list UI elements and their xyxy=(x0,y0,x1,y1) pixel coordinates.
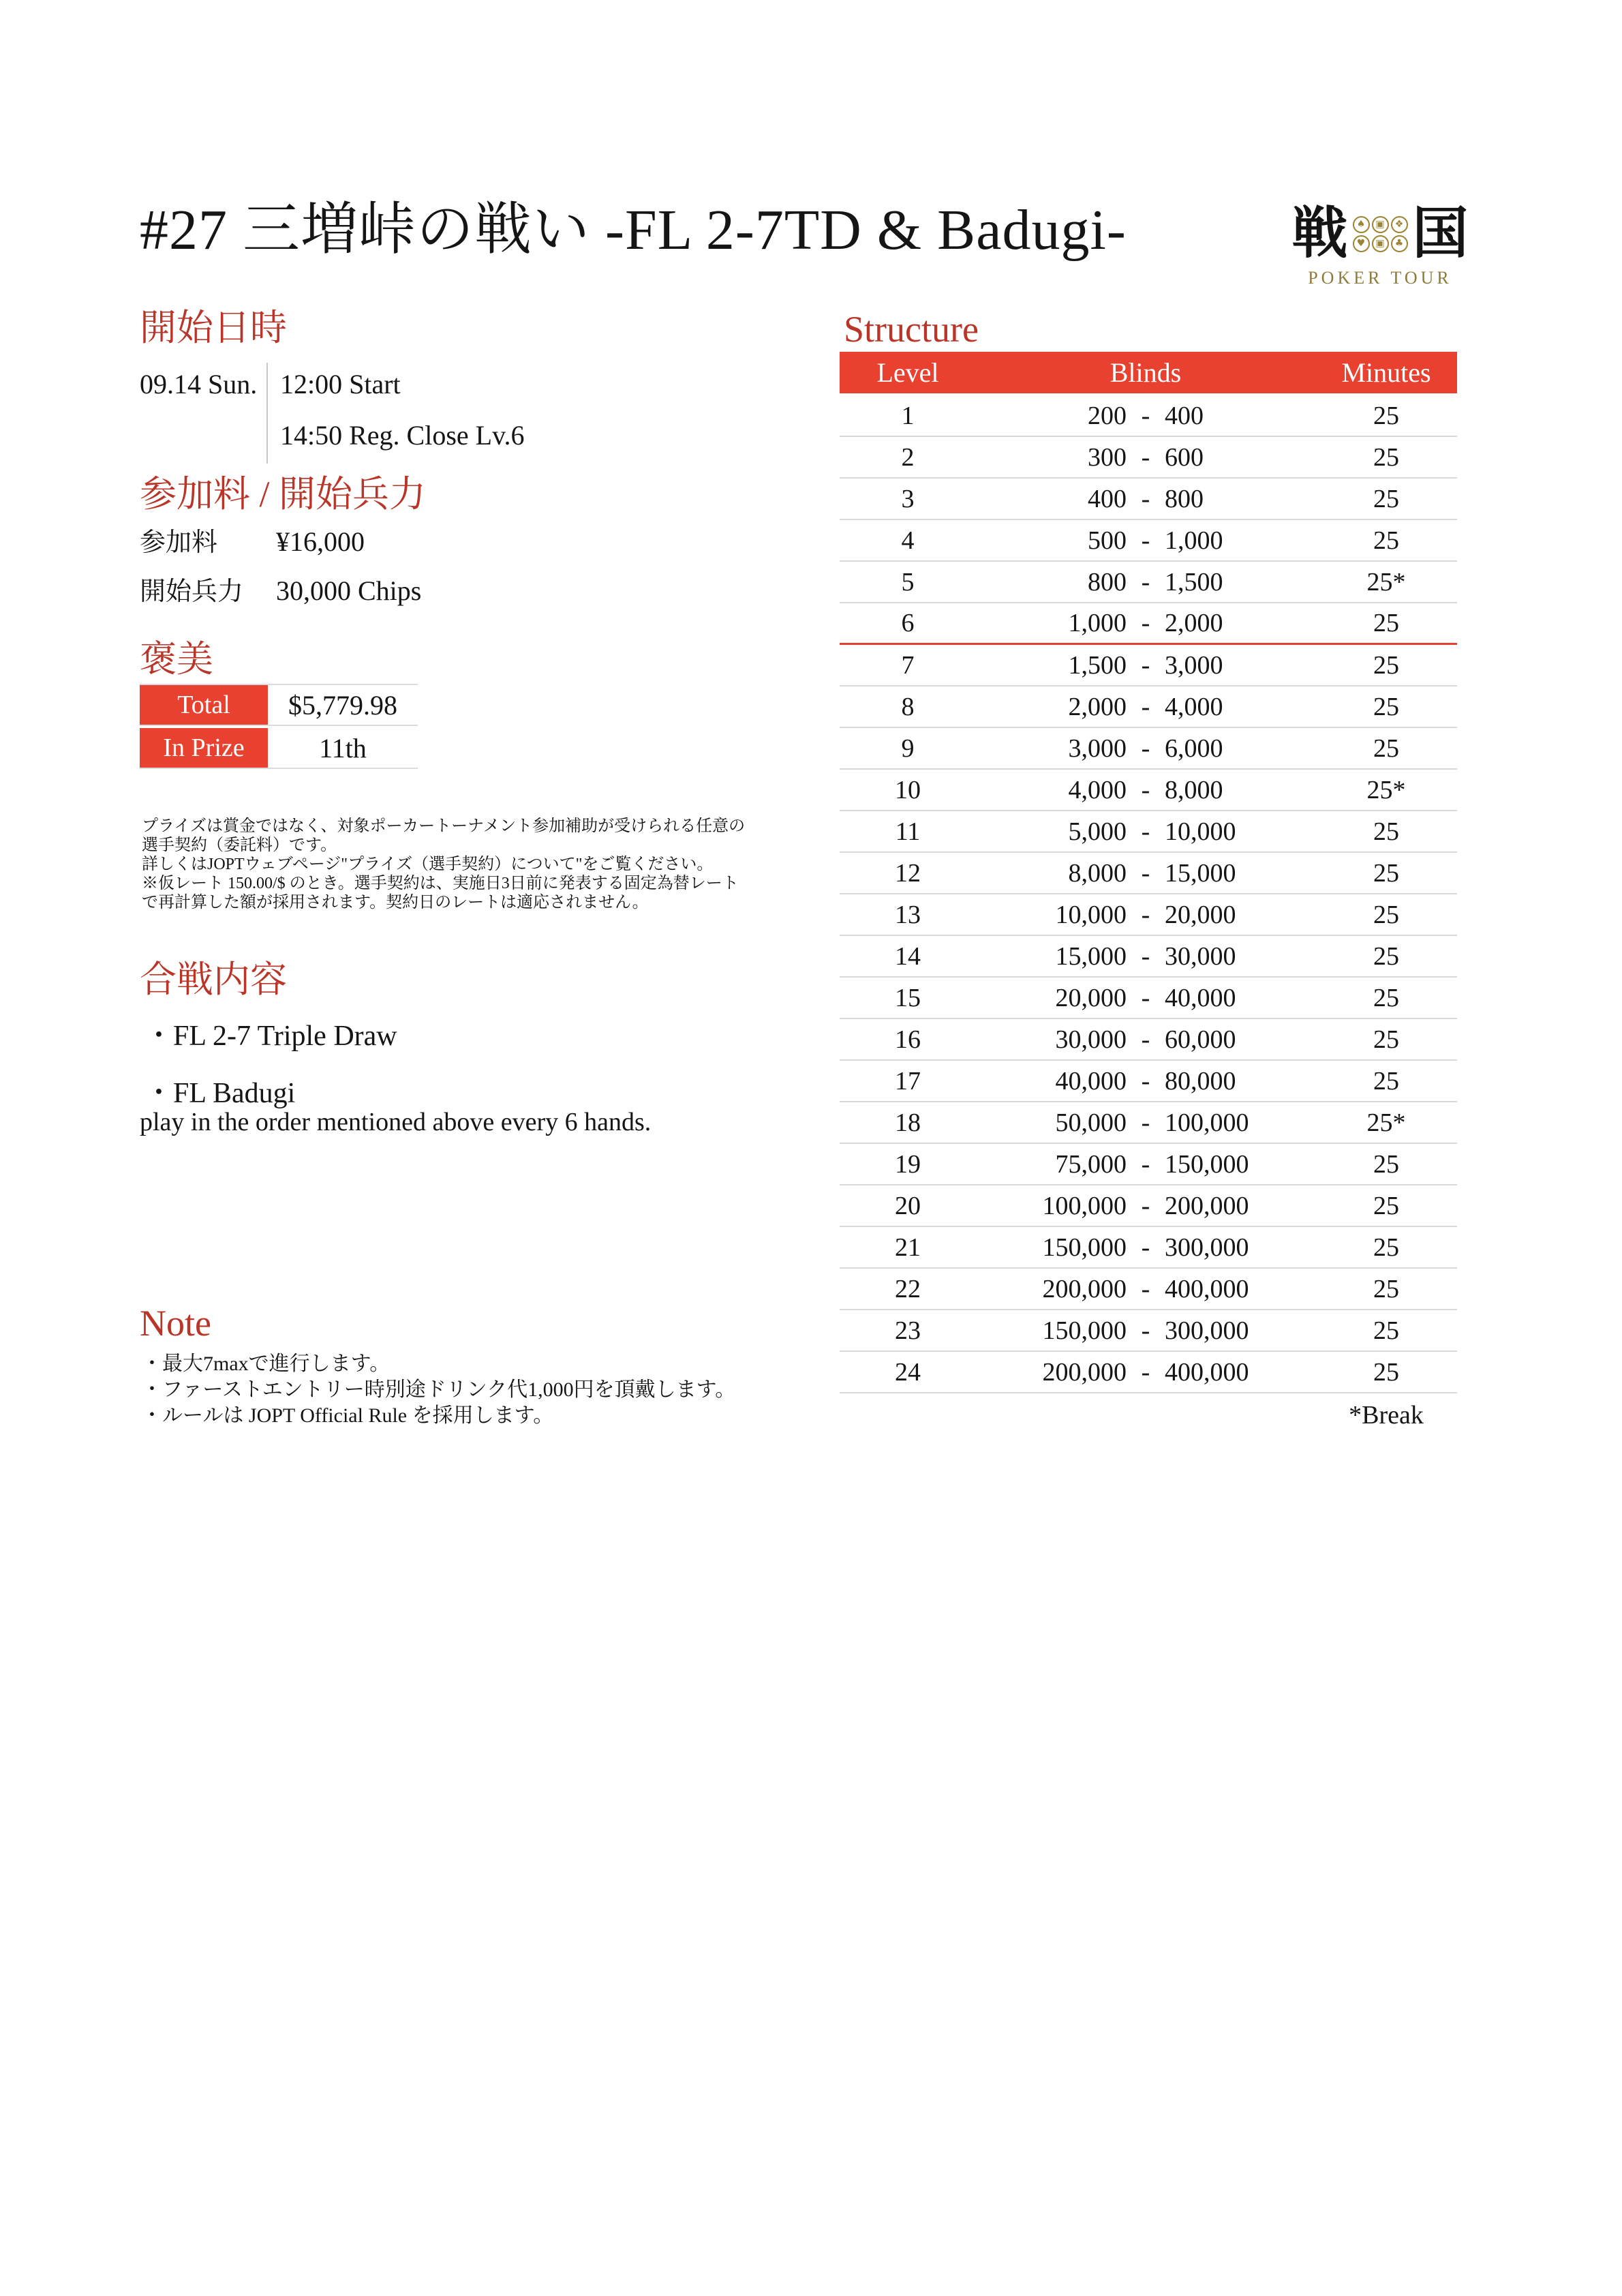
big-blind-value: 60,000 xyxy=(1165,1025,1236,1054)
blinds-dash: - xyxy=(1141,734,1150,763)
prize-row xyxy=(140,685,418,726)
minutes-cell: 25 xyxy=(1373,1066,1399,1096)
structure-level-row xyxy=(840,1269,1457,1310)
small-blind-value: 200,000 xyxy=(1042,1274,1127,1303)
structure-level-row xyxy=(840,894,1457,936)
suit-icon: ♥ xyxy=(1353,235,1370,252)
blinds-dash: - xyxy=(1141,650,1150,680)
entry-value: 30,000 Chips xyxy=(276,575,422,606)
structure-level-row xyxy=(840,1019,1457,1061)
big-blind-value: 30,000 xyxy=(1165,941,1236,971)
small-blind-value: 8,000 xyxy=(1068,858,1127,888)
minutes-cell: 25 xyxy=(1373,484,1399,513)
level-cell: 19 xyxy=(895,1149,921,1179)
schedule-heading: 開始日時 xyxy=(140,307,287,348)
entry-row xyxy=(140,521,421,570)
level-cell: 3 xyxy=(901,484,915,513)
break-footnote: *Break xyxy=(1349,1401,1424,1430)
big-blind-value: 100,000 xyxy=(1165,1108,1249,1137)
blinds-cell xyxy=(976,775,1315,805)
big-blind-value: 300,000 xyxy=(1165,1233,1249,1262)
blinds-cell xyxy=(976,442,1315,472)
blinds-cell xyxy=(976,1357,1315,1387)
big-blind-value: 6,000 xyxy=(1165,734,1223,763)
blinds-dash: - xyxy=(1141,775,1150,804)
structure-header-row xyxy=(840,352,1457,393)
blinds-cell xyxy=(976,526,1315,556)
big-blind-value: 40,000 xyxy=(1165,983,1236,1012)
small-blind-value: 40,000 xyxy=(1055,1066,1127,1096)
structure-level-row xyxy=(840,395,1457,437)
blinds-dash: - xyxy=(1141,1316,1150,1345)
minutes-cell: 25 xyxy=(1373,692,1399,721)
structure-level-row xyxy=(840,978,1457,1019)
blinds-column-header: Blinds xyxy=(1110,357,1182,388)
level-cell: 21 xyxy=(895,1233,921,1262)
level-cell: 18 xyxy=(895,1108,921,1137)
big-blind-value: 1,500 xyxy=(1165,567,1223,596)
blinds-cell xyxy=(976,941,1315,971)
big-blind-value: 400 xyxy=(1165,401,1204,430)
level-cell: 20 xyxy=(895,1191,921,1220)
logo-kanji-row xyxy=(1291,202,1469,265)
card-suit-coin-icons xyxy=(1353,216,1408,252)
content-item: ・FL Badugi xyxy=(144,1078,296,1109)
entry-label: 開始兵力 xyxy=(140,577,244,606)
small-blind-value: 30,000 xyxy=(1055,1025,1127,1054)
blinds-dash: - xyxy=(1141,858,1150,888)
small-blind-value: 200,000 xyxy=(1042,1357,1127,1387)
blinds-dash: - xyxy=(1141,484,1150,513)
blinds-dash: - xyxy=(1141,1357,1150,1387)
structure-level-row xyxy=(840,520,1457,562)
small-blind-value: 150,000 xyxy=(1042,1233,1127,1262)
blinds-cell xyxy=(976,608,1315,638)
suit-icon: ❖ xyxy=(1391,216,1408,233)
blinds-cell xyxy=(976,567,1315,597)
prize-disclaimer-line: 詳しくはJOPTウェブページ"プライズ（選手契約）について"をご覧ください。 xyxy=(142,856,714,873)
page-title: #27 三増峠の戦い -FL 2-7TD & Badugi- xyxy=(140,198,1127,262)
schedule-start-time: 12:00 Start xyxy=(280,369,401,399)
blinds-cell xyxy=(976,817,1315,847)
small-blind-value: 5,000 xyxy=(1068,817,1127,846)
entry-label: 参加料 xyxy=(140,528,218,557)
blinds-cell xyxy=(976,1316,1315,1346)
blinds-cell xyxy=(976,692,1315,722)
content-note: play in the order mentioned above every 6 hands. xyxy=(140,1108,652,1136)
blinds-cell xyxy=(976,1149,1315,1179)
small-blind-value: 300 xyxy=(1088,442,1127,472)
schedule-date: 09.14 Sun. xyxy=(140,369,258,399)
structure-level-row xyxy=(840,728,1457,770)
level-cell: 1 xyxy=(901,401,915,430)
blinds-cell xyxy=(976,858,1315,888)
suit-icon: ▣ xyxy=(1372,216,1389,233)
prize-label-cell: In Prize xyxy=(140,728,268,768)
blinds-dash: - xyxy=(1141,401,1150,430)
big-blind-value: 400,000 xyxy=(1165,1274,1249,1303)
minutes-cell: 25 xyxy=(1373,1316,1399,1345)
small-blind-value: 75,000 xyxy=(1055,1149,1127,1179)
small-blind-value: 1,500 xyxy=(1068,650,1127,680)
blinds-dash: - xyxy=(1141,817,1150,846)
level-cell: 13 xyxy=(895,900,921,929)
note-items xyxy=(142,1351,735,1429)
prize-heading: 褒美 xyxy=(140,639,213,680)
level-cell: 9 xyxy=(901,734,915,763)
minutes-cell: 25 xyxy=(1373,1191,1399,1220)
blinds-dash: - xyxy=(1141,1149,1150,1179)
structure-level-row xyxy=(840,1102,1457,1144)
big-blind-value: 600 xyxy=(1165,442,1204,472)
big-blind-value: 3,000 xyxy=(1165,650,1223,680)
small-blind-value: 200 xyxy=(1088,401,1127,430)
level-cell: 12 xyxy=(895,858,921,888)
blinds-dash: - xyxy=(1141,1108,1150,1137)
blinds-cell xyxy=(976,484,1315,514)
prize-disclaimer xyxy=(142,817,745,912)
prize-disclaimer-line: で再計算した額が採用されます。契約日のレートは適応されません。 xyxy=(142,894,649,911)
prize-value-cell: 11th xyxy=(319,732,367,764)
blinds-cell xyxy=(976,1274,1315,1304)
big-blind-value: 4,000 xyxy=(1165,692,1223,721)
structure-level-row xyxy=(840,686,1457,728)
minutes-cell: 25 xyxy=(1373,650,1399,680)
blinds-cell xyxy=(976,1233,1315,1263)
blinds-dash: - xyxy=(1141,1274,1150,1303)
minutes-cell: 25 xyxy=(1373,401,1399,430)
blinds-dash: - xyxy=(1141,609,1150,637)
minutes-cell: 25 xyxy=(1373,442,1399,472)
structure-level-row xyxy=(840,437,1457,479)
big-blind-value: 400,000 xyxy=(1165,1357,1249,1387)
level-cell: 7 xyxy=(901,650,915,680)
note-heading: Note xyxy=(140,1303,211,1344)
structure-level-row xyxy=(840,1061,1457,1102)
structure-level-row xyxy=(840,1227,1457,1269)
content-heading: 合戦内容 xyxy=(140,959,287,1000)
blinds-dash: - xyxy=(1141,1066,1150,1096)
structure-level-row xyxy=(840,562,1457,603)
minutes-cell: 25 xyxy=(1373,1274,1399,1303)
minutes-cell: 25 xyxy=(1373,983,1399,1012)
level-cell: 23 xyxy=(895,1316,921,1345)
structure-table xyxy=(840,352,1457,1393)
poker-tour-wordmark: POKER TOUR xyxy=(1308,268,1452,288)
blinds-dash: - xyxy=(1141,442,1150,472)
structure-level-row xyxy=(840,853,1457,894)
level-cell: 2 xyxy=(901,442,915,472)
blinds-cell xyxy=(976,900,1315,930)
schedule-divider xyxy=(266,363,268,464)
blinds-cell xyxy=(976,1025,1315,1055)
entry-block xyxy=(140,521,421,619)
entry-row xyxy=(140,570,421,619)
blinds-dash: - xyxy=(1141,692,1150,721)
level-cell: 11 xyxy=(895,817,921,846)
big-blind-value: 1,000 xyxy=(1165,526,1223,555)
level-cell: 6 xyxy=(901,609,915,637)
entry-heading: 参加料 / 開始兵力 xyxy=(140,474,427,515)
big-blind-value: 20,000 xyxy=(1165,900,1236,929)
structure-level-row xyxy=(840,1310,1457,1352)
level-cell: 5 xyxy=(901,567,915,596)
minutes-cell: 25 xyxy=(1373,526,1399,555)
minutes-cell: 25 xyxy=(1373,858,1399,888)
small-blind-value: 150,000 xyxy=(1042,1316,1127,1345)
minutes-cell: 25 xyxy=(1373,1357,1399,1387)
blinds-dash: - xyxy=(1141,1233,1150,1262)
blinds-dash: - xyxy=(1141,567,1150,596)
note-item: ・ルールは JOPT Official Rule を採用します。 xyxy=(142,1404,554,1427)
level-cell: 14 xyxy=(895,941,921,971)
schedule-reg-close-time: 14:50 Reg. Close Lv.6 xyxy=(280,420,525,451)
schedule-block xyxy=(140,363,525,464)
big-blind-value: 150,000 xyxy=(1165,1149,1249,1179)
minutes-cell: 25 xyxy=(1373,734,1399,763)
minutes-cell: 25 xyxy=(1373,941,1399,971)
big-blind-value: 80,000 xyxy=(1165,1066,1236,1096)
blinds-cell xyxy=(976,983,1315,1013)
small-blind-value: 800 xyxy=(1088,567,1127,596)
entry-value: ¥16,000 xyxy=(276,526,365,557)
small-blind-value: 2,000 xyxy=(1068,692,1127,721)
blinds-cell xyxy=(976,650,1315,680)
prize-table xyxy=(140,684,418,769)
small-blind-value: 500 xyxy=(1088,526,1127,555)
level-cell: 10 xyxy=(895,775,921,804)
big-blind-value: 15,000 xyxy=(1165,858,1236,888)
blinds-dash: - xyxy=(1141,1191,1150,1220)
minutes-cell: 25 xyxy=(1373,1233,1399,1262)
level-cell: 16 xyxy=(895,1025,921,1054)
prize-disclaimer-line: プライズは賞金ではなく、対象ポーカートーナメント参加補助が受けられる任意の xyxy=(142,817,746,835)
minutes-cell: 25* xyxy=(1366,775,1406,804)
level-cell: 8 xyxy=(901,692,915,721)
small-blind-value: 10,000 xyxy=(1055,900,1127,929)
level-column-header: Level xyxy=(876,357,939,388)
minutes-column-header: Minutes xyxy=(1341,357,1431,388)
blinds-dash: - xyxy=(1141,526,1150,555)
small-blind-value: 400 xyxy=(1088,484,1127,513)
blinds-cell xyxy=(976,1066,1315,1096)
minutes-cell: 25 xyxy=(1373,900,1399,929)
blinds-dash: - xyxy=(1141,941,1150,971)
small-blind-value: 1,000 xyxy=(1068,609,1127,637)
structure-level-row xyxy=(840,645,1457,686)
level-cell: 24 xyxy=(895,1357,921,1387)
blinds-dash: - xyxy=(1141,900,1150,929)
structure-level-row xyxy=(840,479,1457,520)
minutes-cell: 25* xyxy=(1366,1108,1406,1137)
structure-level-row xyxy=(840,603,1457,645)
blinds-dash: - xyxy=(1141,1025,1150,1054)
note-item: ・ファーストエントリー時別途ドリンク代1,000円を頂戴します。 xyxy=(142,1378,736,1401)
big-blind-value: 10,000 xyxy=(1165,817,1236,846)
small-blind-value: 20,000 xyxy=(1055,983,1127,1012)
small-blind-value: 3,000 xyxy=(1068,734,1127,763)
blinds-dash: - xyxy=(1141,983,1150,1012)
level-cell: 22 xyxy=(895,1274,921,1303)
structure-level-row xyxy=(840,1185,1457,1227)
big-blind-value: 800 xyxy=(1165,484,1204,513)
minutes-cell: 25* xyxy=(1366,567,1406,596)
level-cell: 17 xyxy=(895,1066,921,1096)
suit-icon: ▣ xyxy=(1372,235,1389,252)
big-blind-value: 300,000 xyxy=(1165,1316,1249,1345)
prize-row xyxy=(140,728,418,769)
content-item: ・FL 2-7 Triple Draw xyxy=(144,1021,397,1052)
structure-heading: Structure xyxy=(844,309,979,350)
minutes-cell: 25 xyxy=(1373,609,1399,637)
structure-level-row xyxy=(840,1144,1457,1185)
minutes-cell: 25 xyxy=(1373,1149,1399,1179)
schedule-times xyxy=(280,363,525,464)
structure-level-row xyxy=(840,770,1457,811)
note-item: ・最大7maxで進行します。 xyxy=(142,1353,391,1375)
structure-level-row xyxy=(840,1352,1457,1393)
blinds-cell xyxy=(976,1191,1315,1221)
structure-level-row xyxy=(840,811,1457,853)
suit-icon: ♣ xyxy=(1391,235,1408,252)
small-blind-value: 50,000 xyxy=(1055,1108,1127,1137)
structure-body xyxy=(840,395,1457,1393)
logo-kanji-right: 国 xyxy=(1412,202,1469,265)
prize-label-cell: Total xyxy=(140,685,268,725)
blinds-cell xyxy=(976,1108,1315,1138)
minutes-cell: 25 xyxy=(1373,817,1399,846)
level-cell: 4 xyxy=(901,526,915,555)
prize-disclaimer-line: 選手契約（委託料）です。 xyxy=(142,836,337,854)
suit-icon: ♠ xyxy=(1353,216,1370,233)
prize-disclaimer-line: ※仮レート 150.00/$ のとき。選手契約は、実施日3日前に発表する固定為替レート xyxy=(142,875,739,892)
sengoku-poker-tour-logo xyxy=(1291,202,1469,288)
blinds-cell xyxy=(976,734,1315,764)
big-blind-value: 2,000 xyxy=(1165,609,1223,637)
structure-level-row xyxy=(840,936,1457,978)
big-blind-value: 200,000 xyxy=(1165,1191,1249,1220)
small-blind-value: 4,000 xyxy=(1068,775,1127,804)
minutes-cell: 25 xyxy=(1373,1025,1399,1054)
big-blind-value: 8,000 xyxy=(1165,775,1223,804)
small-blind-value: 15,000 xyxy=(1055,941,1127,971)
prize-value-cell: $5,779.98 xyxy=(288,689,397,721)
blinds-cell xyxy=(976,401,1315,431)
small-blind-value: 100,000 xyxy=(1042,1191,1127,1220)
level-cell: 15 xyxy=(895,983,921,1012)
logo-kanji-left: 戦 xyxy=(1291,202,1348,265)
